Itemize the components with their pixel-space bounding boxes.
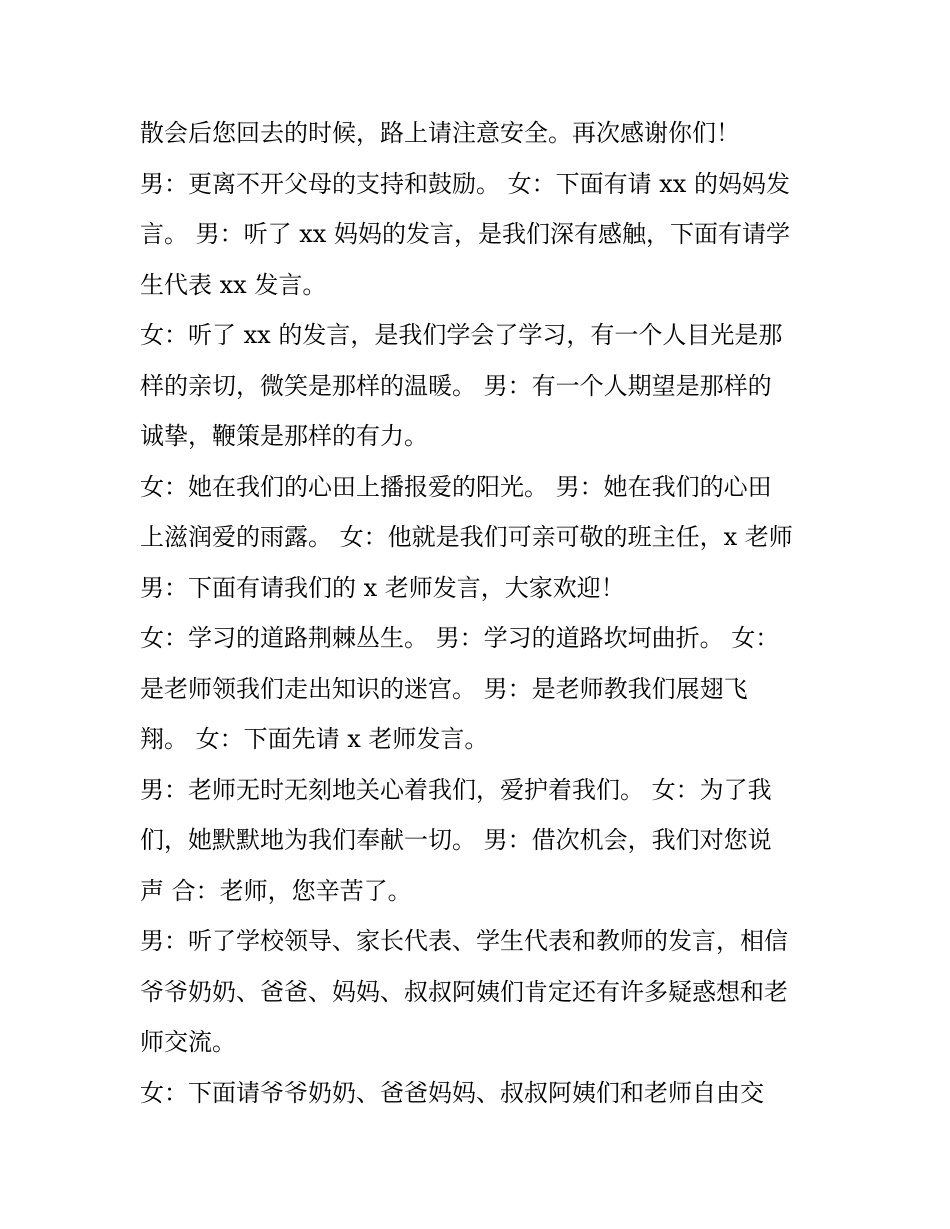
- text-line: 男：听了学校领导、家长代表、学生代表和教师的发言，相信: [140, 927, 788, 955]
- text-line: 翔。 女：下面先请 x 老师发言。: [140, 725, 489, 753]
- text-line: 女：听了 xx 的发言，是我们学会了学习，有一个人目光是那: [140, 321, 783, 349]
- text-line: 师交流。: [140, 1028, 236, 1056]
- text-line: 男：更离不开父母的支持和鼓励。 女：下面有请 xx 的妈妈发: [140, 169, 790, 198]
- text-line: 言。 男：听了 xx 妈妈的发言，是我们深有感触，下面有请学: [140, 220, 790, 248]
- text-line: 声 合：老师，您辛苦了。: [140, 876, 412, 905]
- text-line: 女：她在我们的心田上播报爱的阳光。 男：她在我们的心田: [140, 472, 772, 501]
- text-line: 上滋润爱的雨露。 女：他就是我们可亲可敬的班主任，x 老师: [140, 523, 793, 551]
- text-line: 们，她默默地为我们奉献一切。 男：借次机会，我们对您说: [140, 826, 772, 854]
- text-line: 生代表 xx 发言。: [140, 270, 327, 299]
- text-line: 女：下面请爷爷奶奶、爸爸妈妈、叔叔阿姨们和老师自由交: [140, 1078, 764, 1107]
- text-line: 爷爷奶奶、爸爸、妈妈、叔叔阿姨们肯定还有许多疑惑想和老: [140, 977, 788, 1006]
- text-line: 女：学习的道路荆棘丛生。 男：学习的道路坎坷曲折。 女：: [140, 624, 780, 652]
- text-line: 是老师领我们走出知识的迷宫。 男：是老师教我们展翅飞: [140, 674, 748, 703]
- text-line: 男：老师无时无刻地关心着我们，爱护着我们。 女：为了我: [140, 775, 772, 804]
- text-line: 散会后您回去的时候，路上请注意安全。再次感谢你们！: [140, 119, 740, 147]
- text-line: 样的亲切，微笑是那样的温暖。 男：有一个人期望是那样的: [140, 371, 772, 400]
- document-body: [140, 108, 830, 1118]
- text-line: 诚挚，鞭策是那样的有力。: [140, 422, 428, 450]
- text-line: 男：下面有请我们的 x 老师发言，大家欢迎！: [140, 573, 625, 602]
